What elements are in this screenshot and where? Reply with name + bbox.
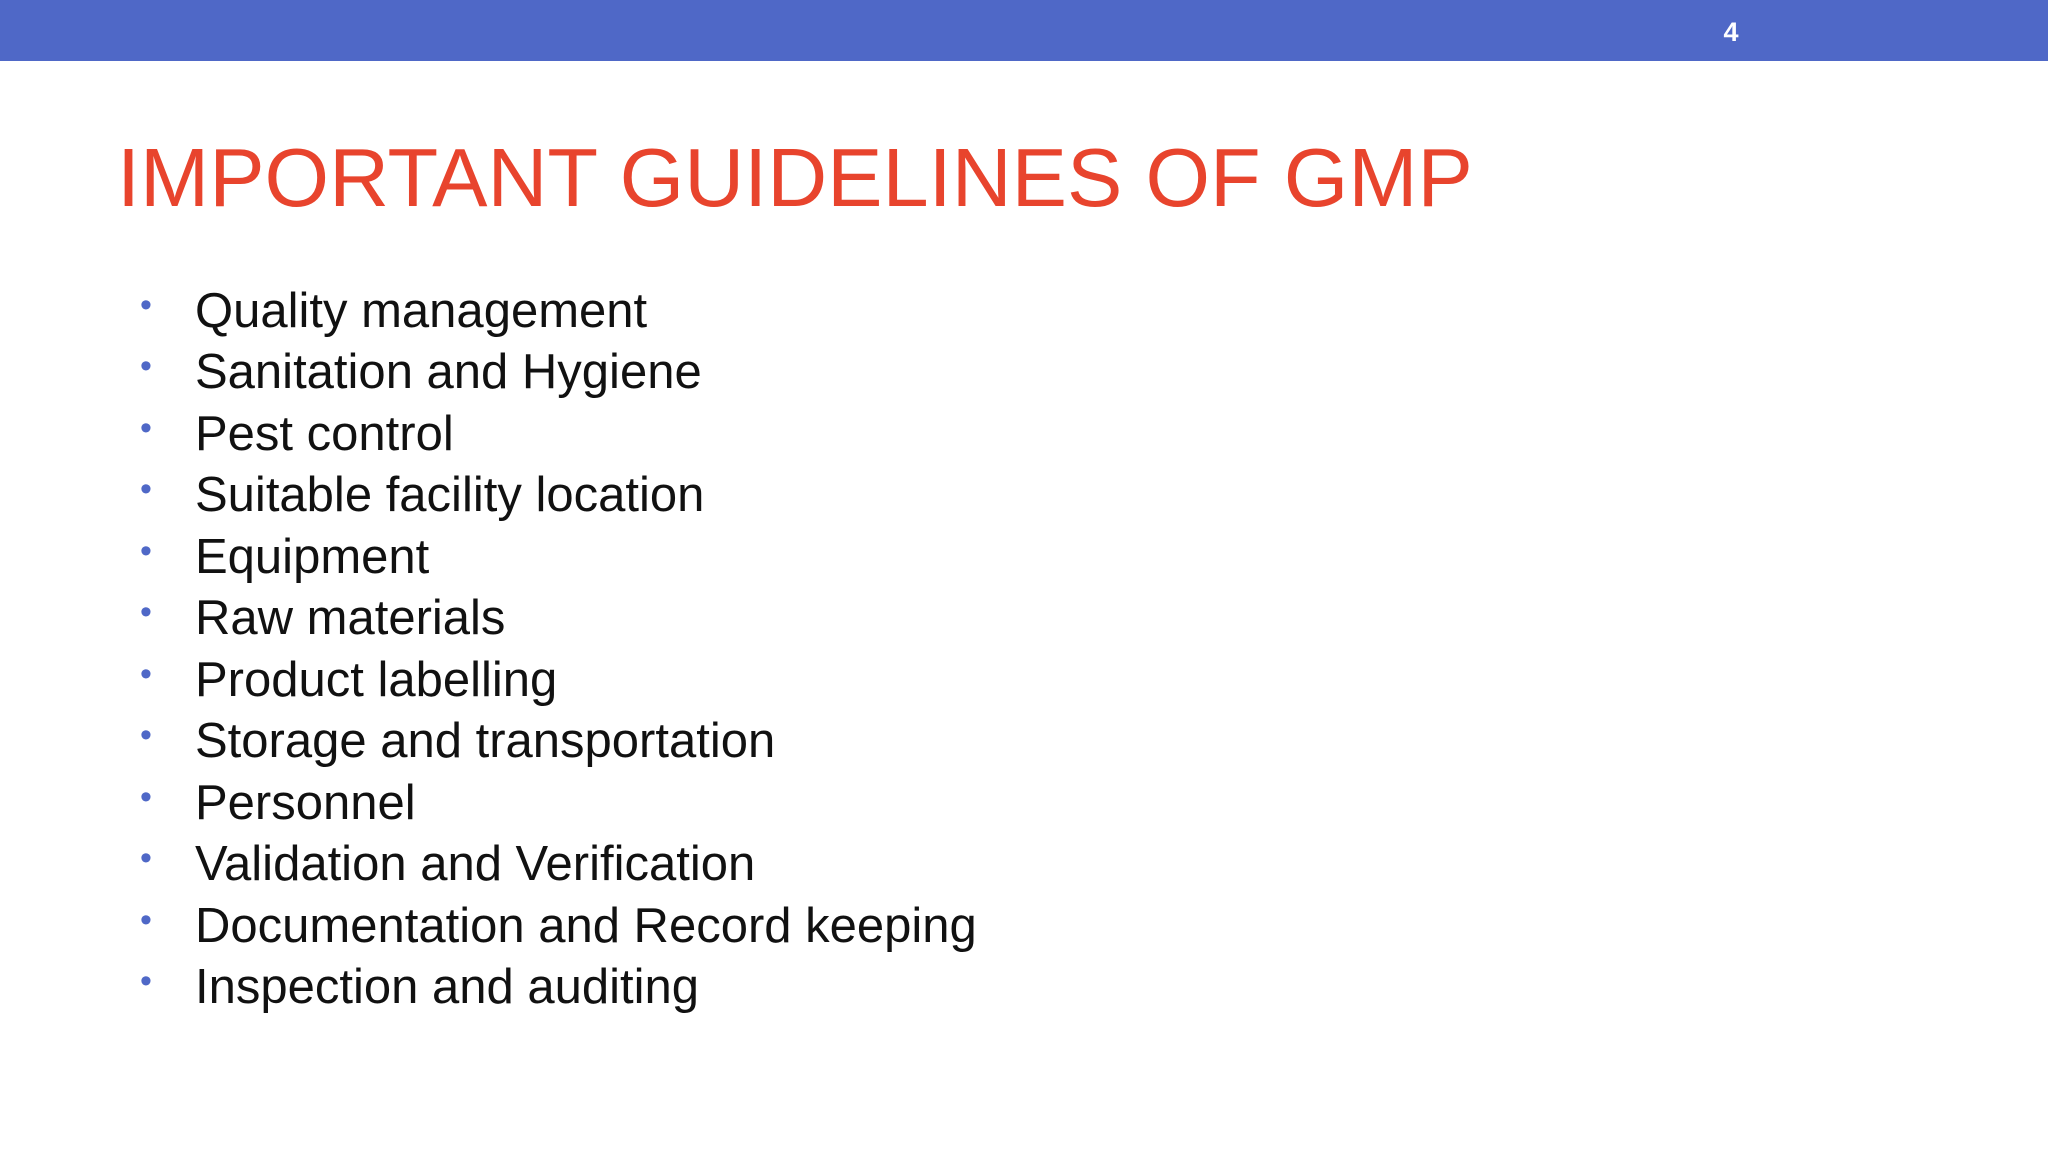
list-item: [140, 895, 977, 957]
list-item-text: Raw materials: [195, 591, 506, 646]
list-item: [140, 588, 977, 650]
list-item: [140, 957, 977, 1019]
header-bar: [0, 0, 2048, 61]
bullet-icon: •: [140, 777, 152, 816]
list-item-text: Quality management: [195, 283, 648, 338]
list-item: [140, 526, 977, 588]
bullet-icon: •: [140, 654, 152, 693]
list-item-text: Equipment: [195, 529, 430, 584]
list-item: [140, 649, 977, 711]
bullet-icon: •: [140, 531, 152, 570]
bullet-icon: •: [140, 285, 152, 324]
list-item: [140, 280, 977, 342]
list-item-text: Sanitation and Hygiene: [195, 345, 702, 400]
list-item-text: Personnel: [195, 775, 416, 830]
slide-title: IMPORTANT GUIDELINES OF GMP: [117, 131, 1473, 224]
list-item: [140, 342, 977, 404]
list-item: [140, 403, 977, 465]
bullet-icon: •: [140, 347, 152, 386]
bullet-icon: •: [140, 839, 152, 878]
list-item-text: Pest control: [195, 406, 454, 461]
list-item-text: Product labelling: [195, 652, 558, 707]
list-item-text: Validation and Verification: [195, 837, 756, 892]
bullet-icon: •: [140, 470, 152, 509]
list-item: [140, 834, 977, 896]
list-item-text: Documentation and Record keeping: [195, 898, 977, 953]
bullet-icon: •: [140, 900, 152, 939]
list-item-text: Storage and transportation: [195, 714, 776, 769]
list-item: [140, 711, 977, 773]
slide-number: 4: [1723, 17, 1739, 47]
bullet-icon: •: [140, 962, 152, 1001]
list-item: [140, 465, 977, 527]
bullet-icon: •: [140, 408, 152, 447]
list-item: [140, 772, 977, 834]
list-item-text: Inspection and auditing: [195, 960, 699, 1015]
bullet-icon: •: [140, 593, 152, 632]
bullet-icon: •: [140, 716, 152, 755]
list-item-text: Suitable facility location: [195, 468, 705, 523]
guidelines-list: [140, 280, 977, 1018]
